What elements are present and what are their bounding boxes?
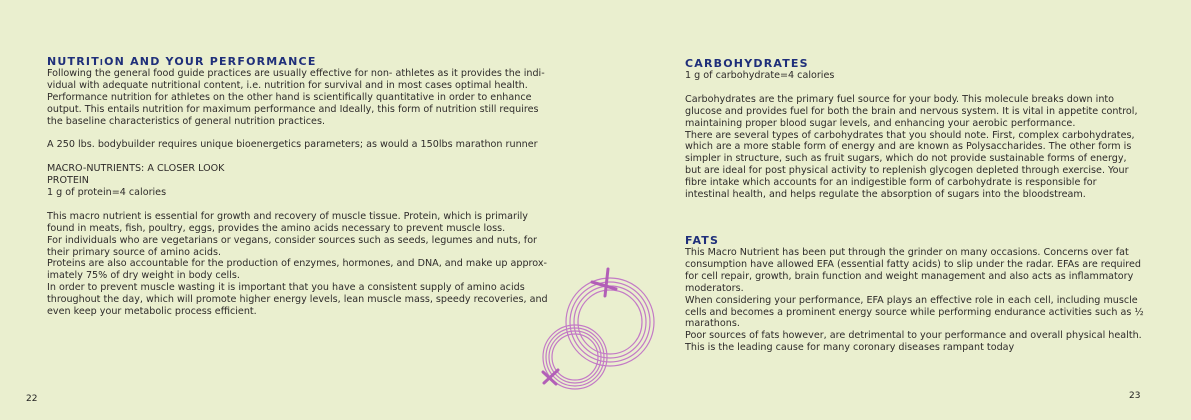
text-line: even keep your metabolic process efficient. — [47, 306, 257, 318]
intro-paragraph — [47, 68, 587, 128]
text-line: There are several types of carbohydrates that you should note. First, complex carbohydrates, — [685, 129, 1135, 141]
text-line: the baseline characteristics of general nutrition practices. — [47, 115, 325, 127]
text-line: intestinal health, and helps regulate the absorption of sugars into the bloodstream. — [685, 189, 1086, 201]
text-line: but are ideal for post physical activity to replenish glycogen depleted through exercise. Your — [685, 165, 1129, 177]
carbohydrates-section — [685, 58, 1185, 201]
page-number-right: 23 — [1129, 391, 1141, 401]
fats-heading: FATS — [685, 234, 720, 247]
page-number-left: 22 — [26, 394, 38, 404]
text-line: output. This entails nutrition for maximum performance and Ideally, this form of nutrition still requires — [47, 103, 539, 115]
nutrition-heading: NUTRITiON AND YOUR PERFORMANCE — [47, 55, 317, 68]
text-line: cells and becomes a prominent energy source while performing endurance activities such as ½ — [685, 306, 1144, 318]
fats-section — [685, 235, 1185, 354]
text-line: Carbohydrates are the primary fuel source for your body. This molecule breaks down into — [685, 93, 1115, 105]
text-line: for cell repair, growth, brain function and weight management and also acts as inflammatory — [685, 270, 1134, 282]
text-line: Proteins are also accountable for the production of enzymes, hormones, and DNA, and make up approx- — [47, 258, 548, 270]
carb-calories: 1 g of carbohydrate=4 calories — [685, 70, 835, 81]
text-line: Performance nutrition for athletes on the other hand is scientifically quantitative in order to enhance — [47, 91, 532, 103]
text-line: When considering your performance, EFA plays an effective role in each cell, including muscle — [685, 294, 1138, 306]
carbohydrates-heading: CARBOHYDRATES — [685, 57, 809, 70]
carb-paragraph — [685, 94, 1185, 201]
text-line: simpler in structure, such as fruit sugars, which do not provide sustainable forms of energy, — [685, 153, 1127, 165]
text-line: consumption have allowed EFA (essential fatty acids) to slip under the radar. EFAs are required — [685, 258, 1142, 270]
macro-title: MACRO-NUTRIENTS: A CLOSER LOOK — [47, 163, 225, 175]
right-page — [596, 0, 1191, 420]
text-line: Poor sources of fats however, are detrimental to your performance and overall physical health. — [685, 330, 1142, 342]
text-line: moderators. — [685, 282, 744, 294]
protein-calories: 1 g of protein=4 calories — [47, 187, 167, 199]
text-line: marathons. — [685, 318, 740, 330]
text-line: throughout the day, which will promote higher energy levels, lean muscle mass, speedy recoveries, and — [47, 294, 548, 306]
text-line: fibre intake which accounts for an indigestible form of carbohydrate is responsible for — [685, 177, 1097, 189]
example-line: A 250 lbs. bodybuilder requires unique bioenergetics parameters; as would a 150lbs marathon runner — [47, 139, 538, 151]
text-line: In order to prevent muscle wasting it is important that you have a consistent supply of amino acids — [47, 282, 525, 294]
text-line: their primary source of amino acids. — [47, 246, 222, 258]
text-line: imately 75% of dry weight in body cells. — [47, 270, 240, 282]
text-line: This is the leading cause for many coronary diseases rampant today — [685, 342, 1015, 354]
text-line: This macro nutrient is essential for growth and recovery of muscle tissue. Protein, which is primarily — [47, 210, 528, 222]
text-line: maintaining proper blood sugar levels, and enhancing your aerobic performance. — [685, 117, 1076, 129]
fats-paragraph — [685, 247, 1185, 354]
text-line: This Macro Nutrient has been put through the grinder on many occasions. Concerns over fat — [685, 247, 1129, 258]
text-line: vidual with adequate nutritional content, i.e. nutrition for survival and in most cases optimal health. — [47, 79, 528, 91]
text-line: For individuals who are vegetarians or vegans, consider sources such as seeds, legumes and nuts, for — [47, 234, 538, 246]
nutrition-section — [47, 56, 587, 318]
left-page — [0, 0, 595, 420]
text-line: which are a more stable form of energy and are known as Polysaccharides. The other form is — [685, 141, 1132, 153]
protein-paragraph — [47, 211, 587, 318]
text-line: found in meats, fish, poultry, eggs, provides the amino acids necessary to prevent muscle loss. — [47, 222, 506, 234]
text-line: Following the general food guide practices are usually effective for non- athletes as it provides the indi- — [47, 68, 545, 79]
text-line: glucose and provides fuel for both the brain and nervous system. It is vital in appetite control, — [685, 105, 1138, 117]
protein-title: PROTEIN — [47, 175, 89, 187]
